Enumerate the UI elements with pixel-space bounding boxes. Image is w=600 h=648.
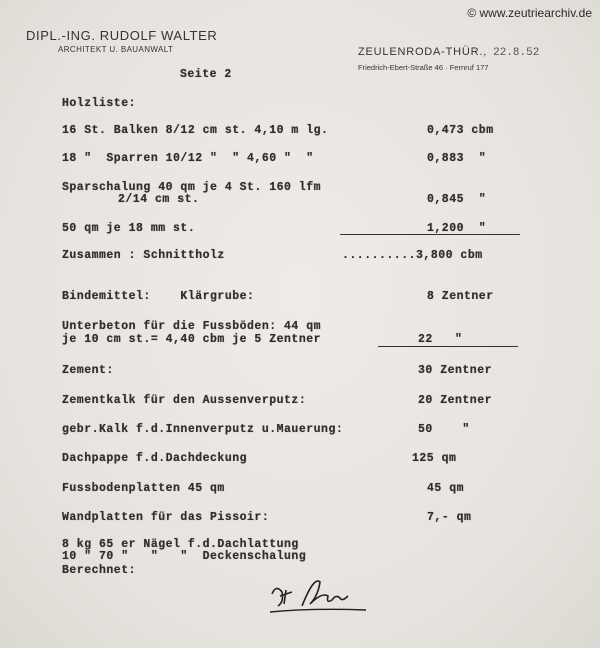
architect-profession: ARCHITEKT U. BAUANWALT: [58, 45, 174, 54]
holz-row-text: 50 qm je 18 mm st.: [62, 222, 196, 235]
material-label: Dachpappe f.d.Dachdeckung: [62, 452, 248, 465]
holzliste-heading: Holzliste:: [62, 97, 137, 110]
signature-image: [262, 572, 372, 622]
material-amount: 50 ": [418, 423, 470, 436]
address: Friedrich-Ebert-Straße 46 · Fernruf 177: [358, 63, 489, 72]
holz-row-text: 18 " Sparren 10/12 " " 4,60 " ": [62, 152, 314, 165]
letterhead-right: [358, 42, 539, 72]
holz-row-amount: 0,845 ": [427, 193, 487, 206]
watermark: © www.zeutriearchiv.de: [467, 6, 592, 20]
sum-underline: [340, 234, 520, 235]
holz-row-text: Sparschalung 40 qm je 4 St. 160 lfm: [62, 181, 322, 194]
letterhead-left: [26, 28, 217, 54]
holz-total-amount: ..........3,800 cbm: [342, 249, 483, 262]
date: 22.8.52: [493, 47, 540, 59]
material-label: Wandplatten für das Pissoir:: [62, 511, 270, 524]
material-label: Fussbodenplatten 45 qm: [62, 482, 225, 495]
material-amount: 45 qm: [427, 482, 465, 495]
material-label: Bindemittel: Klärgrube:: [62, 290, 255, 303]
architect-name: DIPL.-ING. RUDOLF WALTER: [26, 28, 218, 43]
holz-total-label: Zusammen : Schnittholz: [62, 249, 225, 262]
material-amount: 22 ": [418, 333, 463, 346]
material-label: gebr.Kalk f.d.Innenverputz u.Mauerung:: [62, 423, 344, 436]
holz-row-amount: 0,883 ": [427, 152, 487, 165]
holz-row-text: 16 St. Balken 8/12 cm st. 4,10 m lg.: [62, 124, 329, 137]
city: ZEULENRODA-THÜR.,: [358, 46, 488, 58]
material-amount: 125 qm: [412, 452, 457, 465]
holz-row-amount: 1,200 ": [427, 222, 487, 235]
naegel-line: 8 kg 65 er Nägel f.d.Dachlattung: [62, 538, 299, 551]
page-label: Seite 2: [180, 68, 232, 81]
material-amount: 8 Zentner: [427, 290, 494, 303]
material-amount: 7,- qm: [427, 511, 472, 524]
material-label: Zementkalk für den Aussenverputz:: [62, 394, 307, 407]
material-underline: [378, 346, 518, 347]
material-amount: 20 Zentner: [418, 394, 493, 407]
holz-row-text-cont: 2/14 cm st.: [118, 193, 200, 206]
holz-row-amount: 0,473 cbm: [427, 124, 494, 137]
material-label: Unterbeton für die Fussböden: 44 qm: [62, 320, 322, 333]
material-amount: 30 Zentner: [418, 364, 493, 377]
material-label: Zement:: [62, 364, 114, 377]
naegel-line: 10 " 70 " " " Deckenschalung: [62, 550, 307, 563]
material-label-cont: je 10 cm st.= 4,40 cbm je 5 Zentner: [62, 333, 322, 346]
berechnet-label: Berechnet:: [62, 564, 137, 577]
